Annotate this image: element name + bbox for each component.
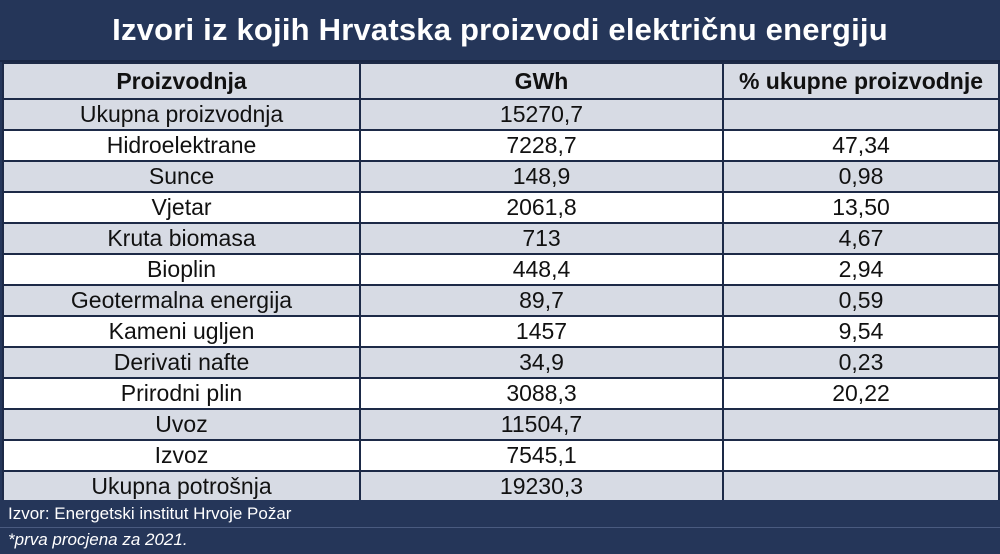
- estimate-footnote: *prva procjena za 2021.: [8, 530, 188, 549]
- cell-source: Hidroelektrane: [3, 130, 360, 161]
- cell-source: Uvoz: [3, 409, 360, 440]
- cell-percent: 0,23: [723, 347, 999, 378]
- cell-percent: 47,34: [723, 130, 999, 161]
- column-header-production: Proizvodnja: [3, 63, 360, 99]
- page-title: Izvori iz kojih Hrvatska proizvodi električnu energiju: [0, 0, 1000, 62]
- table-row: [3, 223, 999, 254]
- cell-percent: [723, 440, 999, 471]
- cell-source: Sunce: [3, 161, 360, 192]
- table-row: [3, 471, 999, 502]
- table-header-row: [3, 63, 999, 99]
- cell-source: Vjetar: [3, 192, 360, 223]
- table-row: [3, 409, 999, 440]
- cell-percent: [723, 99, 999, 130]
- table-row: [3, 378, 999, 409]
- cell-percent: 13,50: [723, 192, 999, 223]
- cell-gwh: 448,4: [360, 254, 723, 285]
- cell-source: Kruta biomasa: [3, 223, 360, 254]
- column-header-percent: % ukupne proizvodnje: [723, 63, 999, 99]
- cell-percent: 0,98: [723, 161, 999, 192]
- table-row: [3, 347, 999, 378]
- cell-gwh: 7545,1: [360, 440, 723, 471]
- cell-source: Ukupna proizvodnja: [3, 99, 360, 130]
- cell-percent: 20,22: [723, 378, 999, 409]
- cell-source: Derivati nafte: [3, 347, 360, 378]
- cell-percent: 0,59: [723, 285, 999, 316]
- cell-gwh: 2061,8: [360, 192, 723, 223]
- table-row: [3, 440, 999, 471]
- cell-gwh: 15270,7: [360, 99, 723, 130]
- cell-gwh: 11504,7: [360, 409, 723, 440]
- footer: [0, 500, 1000, 554]
- cell-percent: 4,67: [723, 223, 999, 254]
- cell-source: Izvoz: [3, 440, 360, 471]
- footer-divider: [0, 527, 1000, 528]
- table-row: [3, 161, 999, 192]
- table-row: [3, 316, 999, 347]
- cell-percent: [723, 471, 999, 502]
- cell-gwh: 19230,3: [360, 471, 723, 502]
- cell-source: Kameni ugljen: [3, 316, 360, 347]
- cell-gwh: 3088,3: [360, 378, 723, 409]
- cell-percent: [723, 409, 999, 440]
- cell-percent: 2,94: [723, 254, 999, 285]
- column-header-gwh: GWh: [360, 63, 723, 99]
- cell-source: Ukupna potrošnja: [3, 471, 360, 502]
- energy-sources-table: [2, 62, 1000, 503]
- table-row: [3, 192, 999, 223]
- cell-source: Bioplin: [3, 254, 360, 285]
- cell-source: Prirodni plin: [3, 378, 360, 409]
- cell-gwh: 89,7: [360, 285, 723, 316]
- cell-gwh: 7228,7: [360, 130, 723, 161]
- table-row: [3, 285, 999, 316]
- cell-percent: 9,54: [723, 316, 999, 347]
- cell-source: Geotermalna energija: [3, 285, 360, 316]
- cell-gwh: 148,9: [360, 161, 723, 192]
- cell-gwh: 713: [360, 223, 723, 254]
- table-row: [3, 99, 999, 130]
- table-row: [3, 130, 999, 161]
- cell-gwh: 1457: [360, 316, 723, 347]
- cell-gwh: 34,9: [360, 347, 723, 378]
- table-row: [3, 254, 999, 285]
- source-note: Izvor: Energetski institut Hrvoje Požar: [8, 504, 292, 523]
